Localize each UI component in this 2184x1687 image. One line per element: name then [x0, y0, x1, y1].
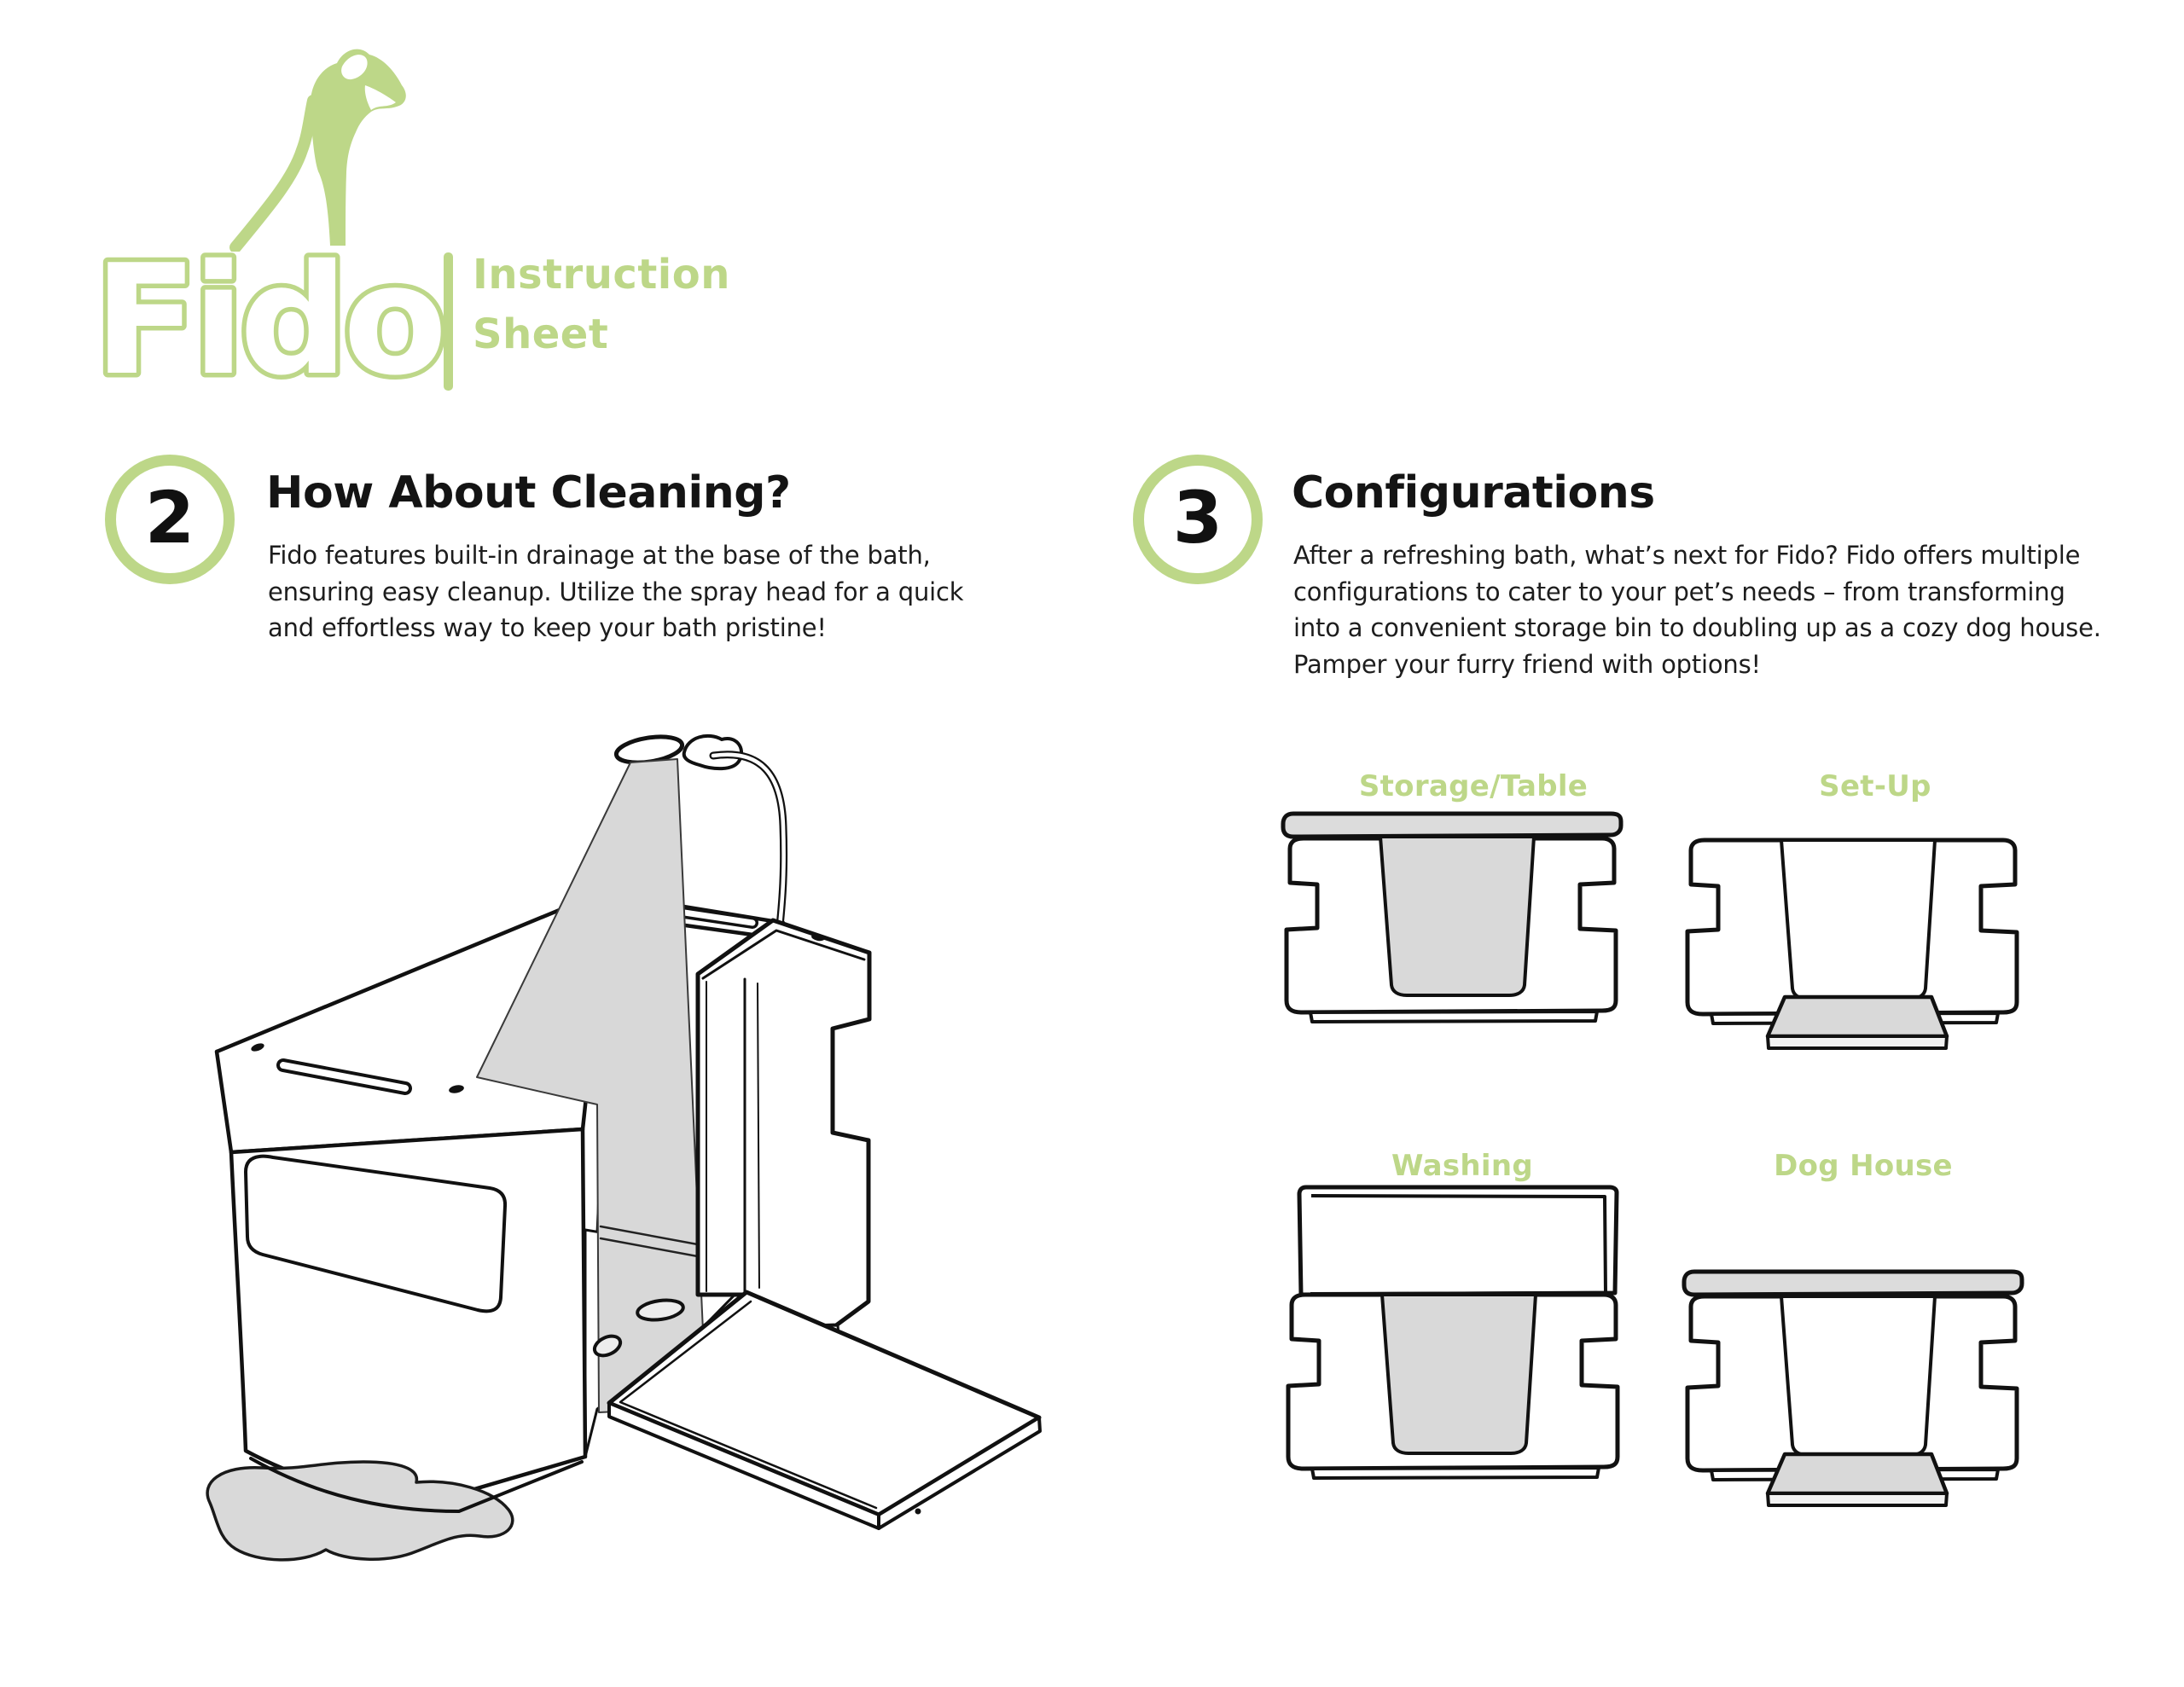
section-3-body: After a refreshing bath, what’s next for Fido? Fido offers multiple configurations to cater to your pet’s needs – from transforming into a convenient storage bin to doubling up as a cozy dog house. Pamper your furry friend with options! — [1293, 541, 2101, 679]
bath-spray-cleaning-illustration — [196, 725, 1101, 1578]
storage-table-diagram — [1273, 809, 1631, 1047]
config-label-dog-house: Dog House — [1774, 1149, 1953, 1183]
dog-house-diagram — [1674, 1245, 2032, 1527]
config-label-washing: Washing — [1391, 1149, 1533, 1183]
section-2-body: Fido features built-in drainage at the base of the bath, ensuring easy cleanup. Utilize the spray head for a quick and effortless way to keep your bath pristine! — [268, 541, 964, 643]
washing-diagram — [1275, 1164, 1633, 1488]
step-2-badge — [105, 455, 235, 584]
brand-text: Fido — [94, 232, 443, 397]
config-label-storage-table: Storage/Table — [1358, 769, 1589, 803]
logo-divider-bar — [444, 252, 453, 391]
section-3-title: Configurations — [1292, 467, 1655, 519]
step-2-number: 2 — [144, 476, 195, 559]
brand-wordmark — [84, 226, 459, 397]
set-up-diagram — [1674, 785, 2032, 1066]
logo-subtitle-line2: Sheet — [473, 310, 609, 358]
section-2-title: How About Cleaning? — [266, 467, 791, 519]
config-label-set-up: Set-Up — [1819, 769, 1931, 803]
step-3-number: 3 — [1172, 476, 1223, 559]
logo-subtitle-line1: Instruction — [473, 251, 730, 299]
dog-head-icon — [220, 43, 408, 252]
step-3-badge — [1133, 455, 1263, 584]
logo-subtitle — [473, 246, 730, 364]
